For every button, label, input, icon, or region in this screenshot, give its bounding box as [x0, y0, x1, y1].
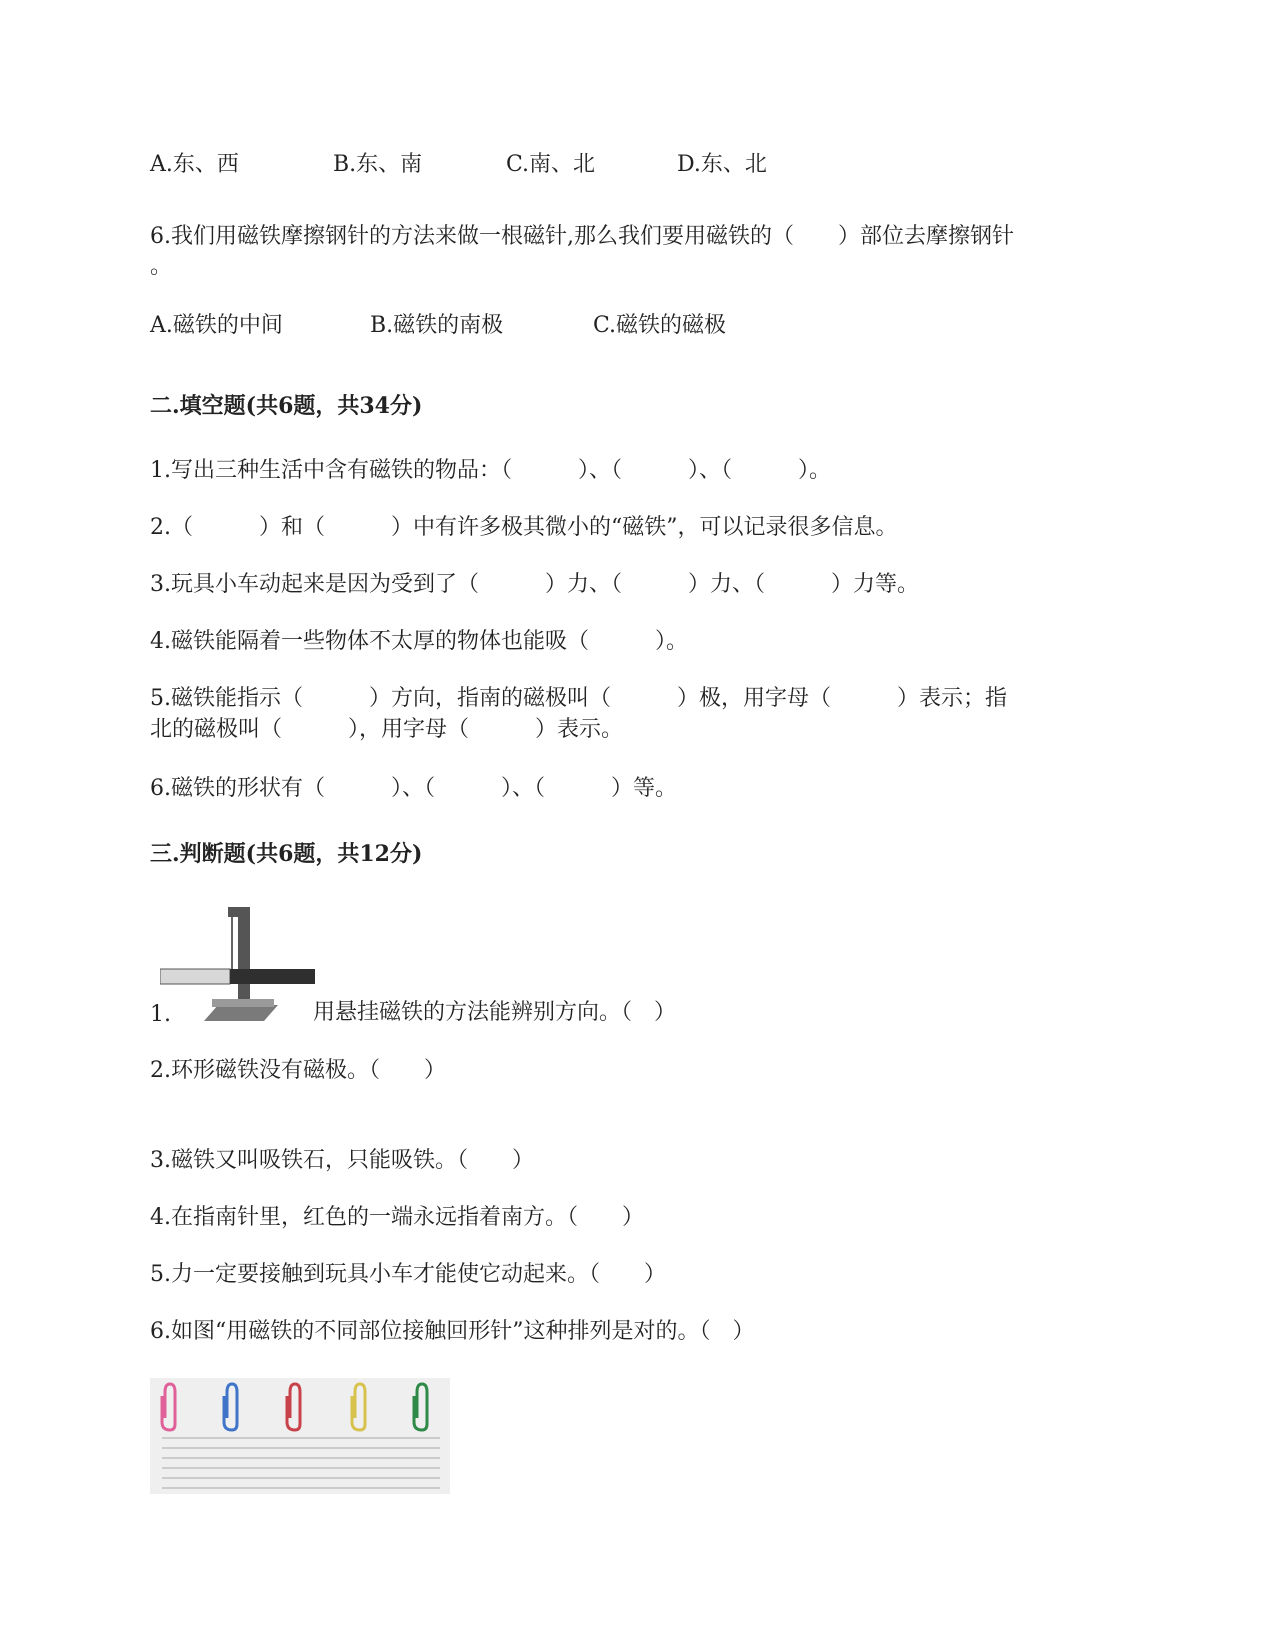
hanging-magnet-figure	[160, 905, 320, 1030]
q5-option-c: C.南、北	[506, 152, 596, 177]
judge-item-4: 4.在指南针里，红色的一端永远指着南方。（ ）	[150, 1205, 644, 1230]
paperclip-photo	[150, 1378, 450, 1494]
section2-heading: 二.填空题(共6题，共34分)	[150, 393, 423, 419]
fill-item-6: 6.磁铁的形状有（ ）、（ ）、（ ）等。	[150, 776, 677, 801]
fill-item-4: 4.磁铁能隔着一些物体不太厚的物体也能吸（ ）。	[150, 629, 688, 654]
judge-item-5: 5.力一定要接触到玩具小车才能使它动起来。（ ）	[150, 1262, 666, 1287]
fill-item-5-line2: 北的磁极叫（ ），用字母（ ）表示。	[150, 717, 624, 742]
q6-option-b: B.磁铁的南极	[370, 313, 504, 338]
q6-option-c: C.磁铁的磁极	[593, 313, 727, 338]
judge-item-1-text: 用悬挂磁铁的方法能辨别方向。（ ）	[313, 1000, 677, 1025]
fill-item-2: 2.（ ）和（ ）中有许多极其微小的“磁铁”，可以记录很多信息。	[150, 515, 898, 540]
q6-stem-line1: 6.我们用磁铁摩擦钢针的方法来做一根磁针,那么我们要用磁铁的（ ）部位去摩擦钢针	[150, 224, 1014, 249]
judge-item-6: 6.如图“用磁铁的不同部位接触回形针”这种排列是对的。（ ）	[150, 1319, 755, 1344]
q5-option-b: B.东、南	[333, 152, 423, 177]
q5-option-d: D.东、北	[677, 152, 767, 177]
section3-heading: 三.判断题(共6题，共12分)	[150, 841, 423, 867]
judge-item-1-number: 1.	[150, 1002, 171, 1027]
q5-option-a: A.东、西	[150, 152, 239, 177]
judge-item-3: 3.磁铁又叫吸铁石，只能吸铁。（ ）	[150, 1148, 534, 1173]
fill-item-3: 3.玩具小车动起来是因为受到了（ ）力、（ ）力、（ ）力等。	[150, 572, 919, 597]
fill-item-1: 1.写出三种生活中含有磁铁的物品：（ ）、（ ）、（ ）。	[150, 458, 831, 483]
q6-stem-line2: 。	[150, 254, 173, 279]
judge-item-2: 2.环形磁铁没有磁极。（ ）	[150, 1058, 446, 1083]
fill-item-5-line1: 5.磁铁能指示（ ）方向，指南的磁极叫（ ）极，用字母（ ）表示；指	[150, 686, 1007, 711]
q6-option-a: A.磁铁的中间	[150, 313, 283, 338]
